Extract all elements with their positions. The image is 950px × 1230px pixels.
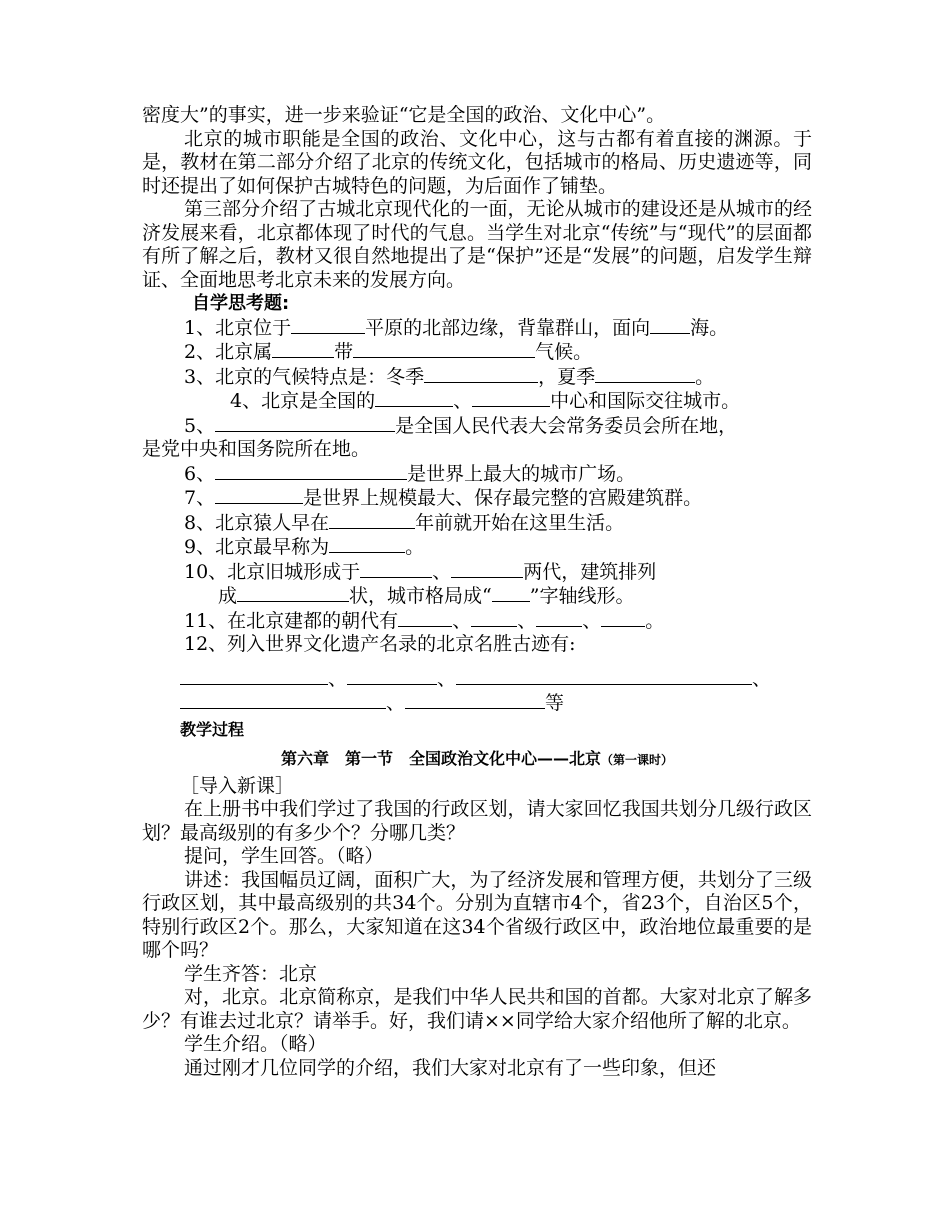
intro-paragraph-2: 北京的城市职能是全国的政治、文化中心，这与古都有着直接的渊源。于是，教材在第二部分介绍了北京的传统文化，包括城市的格局、历史遗迹等，同时还提出了如何保护古城特色的问题，为后面作了铺垫。: [142, 127, 812, 197]
process-paragraph-4: 学生齐答：北京: [184, 962, 318, 985]
question-9: 9、北京最早称为 。: [184, 536, 425, 558]
teaching-process-title: 教学过程: [180, 719, 245, 739]
question-4: 4、北京是全国的 、 中心和国际交往城市。: [230, 390, 741, 412]
question-5: 5、 是全国人民代表大会常务委员会所在地，: [184, 414, 738, 437]
question-10-continued: 成 状，城市格局成“ ”字轴线形。: [218, 585, 635, 607]
answer-blank[interactable]: [398, 609, 452, 627]
answer-blank[interactable]: [451, 560, 523, 578]
question-10: 10、北京旧城形成于 、 两代，建筑排列: [184, 560, 657, 583]
chapter-note: （第一课时）: [601, 753, 674, 767]
answer-blank[interactable]: [329, 535, 405, 553]
answer-blank[interactable]: [180, 667, 328, 685]
answer-blank[interactable]: [215, 486, 303, 504]
question-1: 1、北京位于 平原的北部边缘，背靠群山，面向 海。: [184, 316, 729, 339]
answer-blank[interactable]: [492, 584, 530, 602]
answer-blank[interactable]: [601, 609, 645, 627]
answer-blank[interactable]: [329, 511, 415, 529]
answer-blank[interactable]: [456, 667, 752, 685]
answer-blank[interactable]: [215, 462, 407, 480]
answer-blank[interactable]: [650, 316, 690, 334]
intro-line: 密度大”的事实，进一步来验证“它是全国的政治、文化中心”。: [142, 104, 666, 126]
question-8: 8、北京猿人早在 年前就开始在这里生活。: [184, 511, 625, 534]
question-2: 2、北京属 带 气候。: [184, 341, 593, 363]
document-page: [142, 104, 812, 1080]
answer-blank[interactable]: [536, 609, 582, 627]
question-12-answers-line-2: 、 等: [142, 691, 812, 716]
answer-blank[interactable]: [272, 340, 334, 358]
process-paragraph-3: 讲述：我国幅员辽阔，面积广大，为了经济发展和管理方便，共划分了三级行政区划，其中最高级别的共34个。分别为直辖市4个，省23个，自治区5个，特别行政区2个。那么，大家知道在这34个省级行政区中，政治地位最重要的是哪个吗？: [142, 868, 812, 961]
question-6: 6、 是世界上最大的城市广场。: [184, 462, 636, 485]
answer-blank[interactable]: [237, 584, 349, 602]
answer-blank[interactable]: [472, 389, 550, 407]
answer-blank[interactable]: [360, 560, 432, 578]
selfstudy-title: 自学思考题:: [192, 293, 290, 314]
answer-blank[interactable]: [347, 667, 437, 685]
answer-blank[interactable]: [595, 365, 695, 383]
process-paragraph-1: 在上册书中我们学过了我国的行政区划，请大家回忆我国共划分几级行政区划？最高级别的有多少个？分哪几类？: [142, 798, 812, 844]
question-5-continued: 是党中央和国务院所在地。: [142, 438, 371, 460]
question-12-answers-line-1: 、 、 、: [142, 667, 812, 692]
section-label-intro: ［导入新课］: [180, 774, 295, 797]
answer-blank[interactable]: [375, 389, 453, 407]
answer-blank[interactable]: [353, 340, 535, 358]
question-7: 7、 是世界上规模最大、保存最完整的宫殿建筑群。: [184, 487, 703, 509]
question-11: 11、在北京建都的朝代有 、 、 、 。: [184, 609, 665, 632]
answer-blank[interactable]: [471, 609, 517, 627]
intro-paragraph-3: 第三部分介绍了古城北京现代化的一面，无论从城市的建设还是从城市的经济发展来看，北京都体现了时代的气息。当学生对北京“传统”与“现代”的层面都有所了解之后，教材又很自然地提出了是“保护”还是“发展”的问题，启发学生辩证、全面地思考北京未来的发展方向。: [142, 198, 812, 291]
question-3: 3、北京的气候特点是：冬季 ，夏季 。: [184, 365, 715, 388]
process-paragraph-5: 对，北京。北京简称京，是我们中华人民共和国的首都。大家对北京了解多少？有谁去过北京？请举手。好，我们请××同学给大家介绍他所了解的北京。: [142, 986, 812, 1032]
answer-blank[interactable]: [424, 365, 538, 383]
process-paragraph-7: 通过刚才几位同学的介绍，我们大家对北京有了一些印象，但还: [184, 1056, 717, 1079]
answer-blank[interactable]: [180, 691, 386, 709]
process-paragraph-6: 学生介绍。（略）: [184, 1033, 327, 1055]
answer-blank[interactable]: [405, 691, 545, 709]
process-paragraph-2: 提问，学生回答。（略）: [184, 845, 384, 867]
chapter-heading: 第六章 第一节 全国政治文化中心——北京（第一课时）: [280, 749, 674, 768]
answer-blank[interactable]: [215, 414, 395, 432]
question-12: 12、列入世界文化遗产名录的北京名胜古迹有:: [184, 633, 576, 655]
answer-blank[interactable]: [291, 316, 365, 334]
